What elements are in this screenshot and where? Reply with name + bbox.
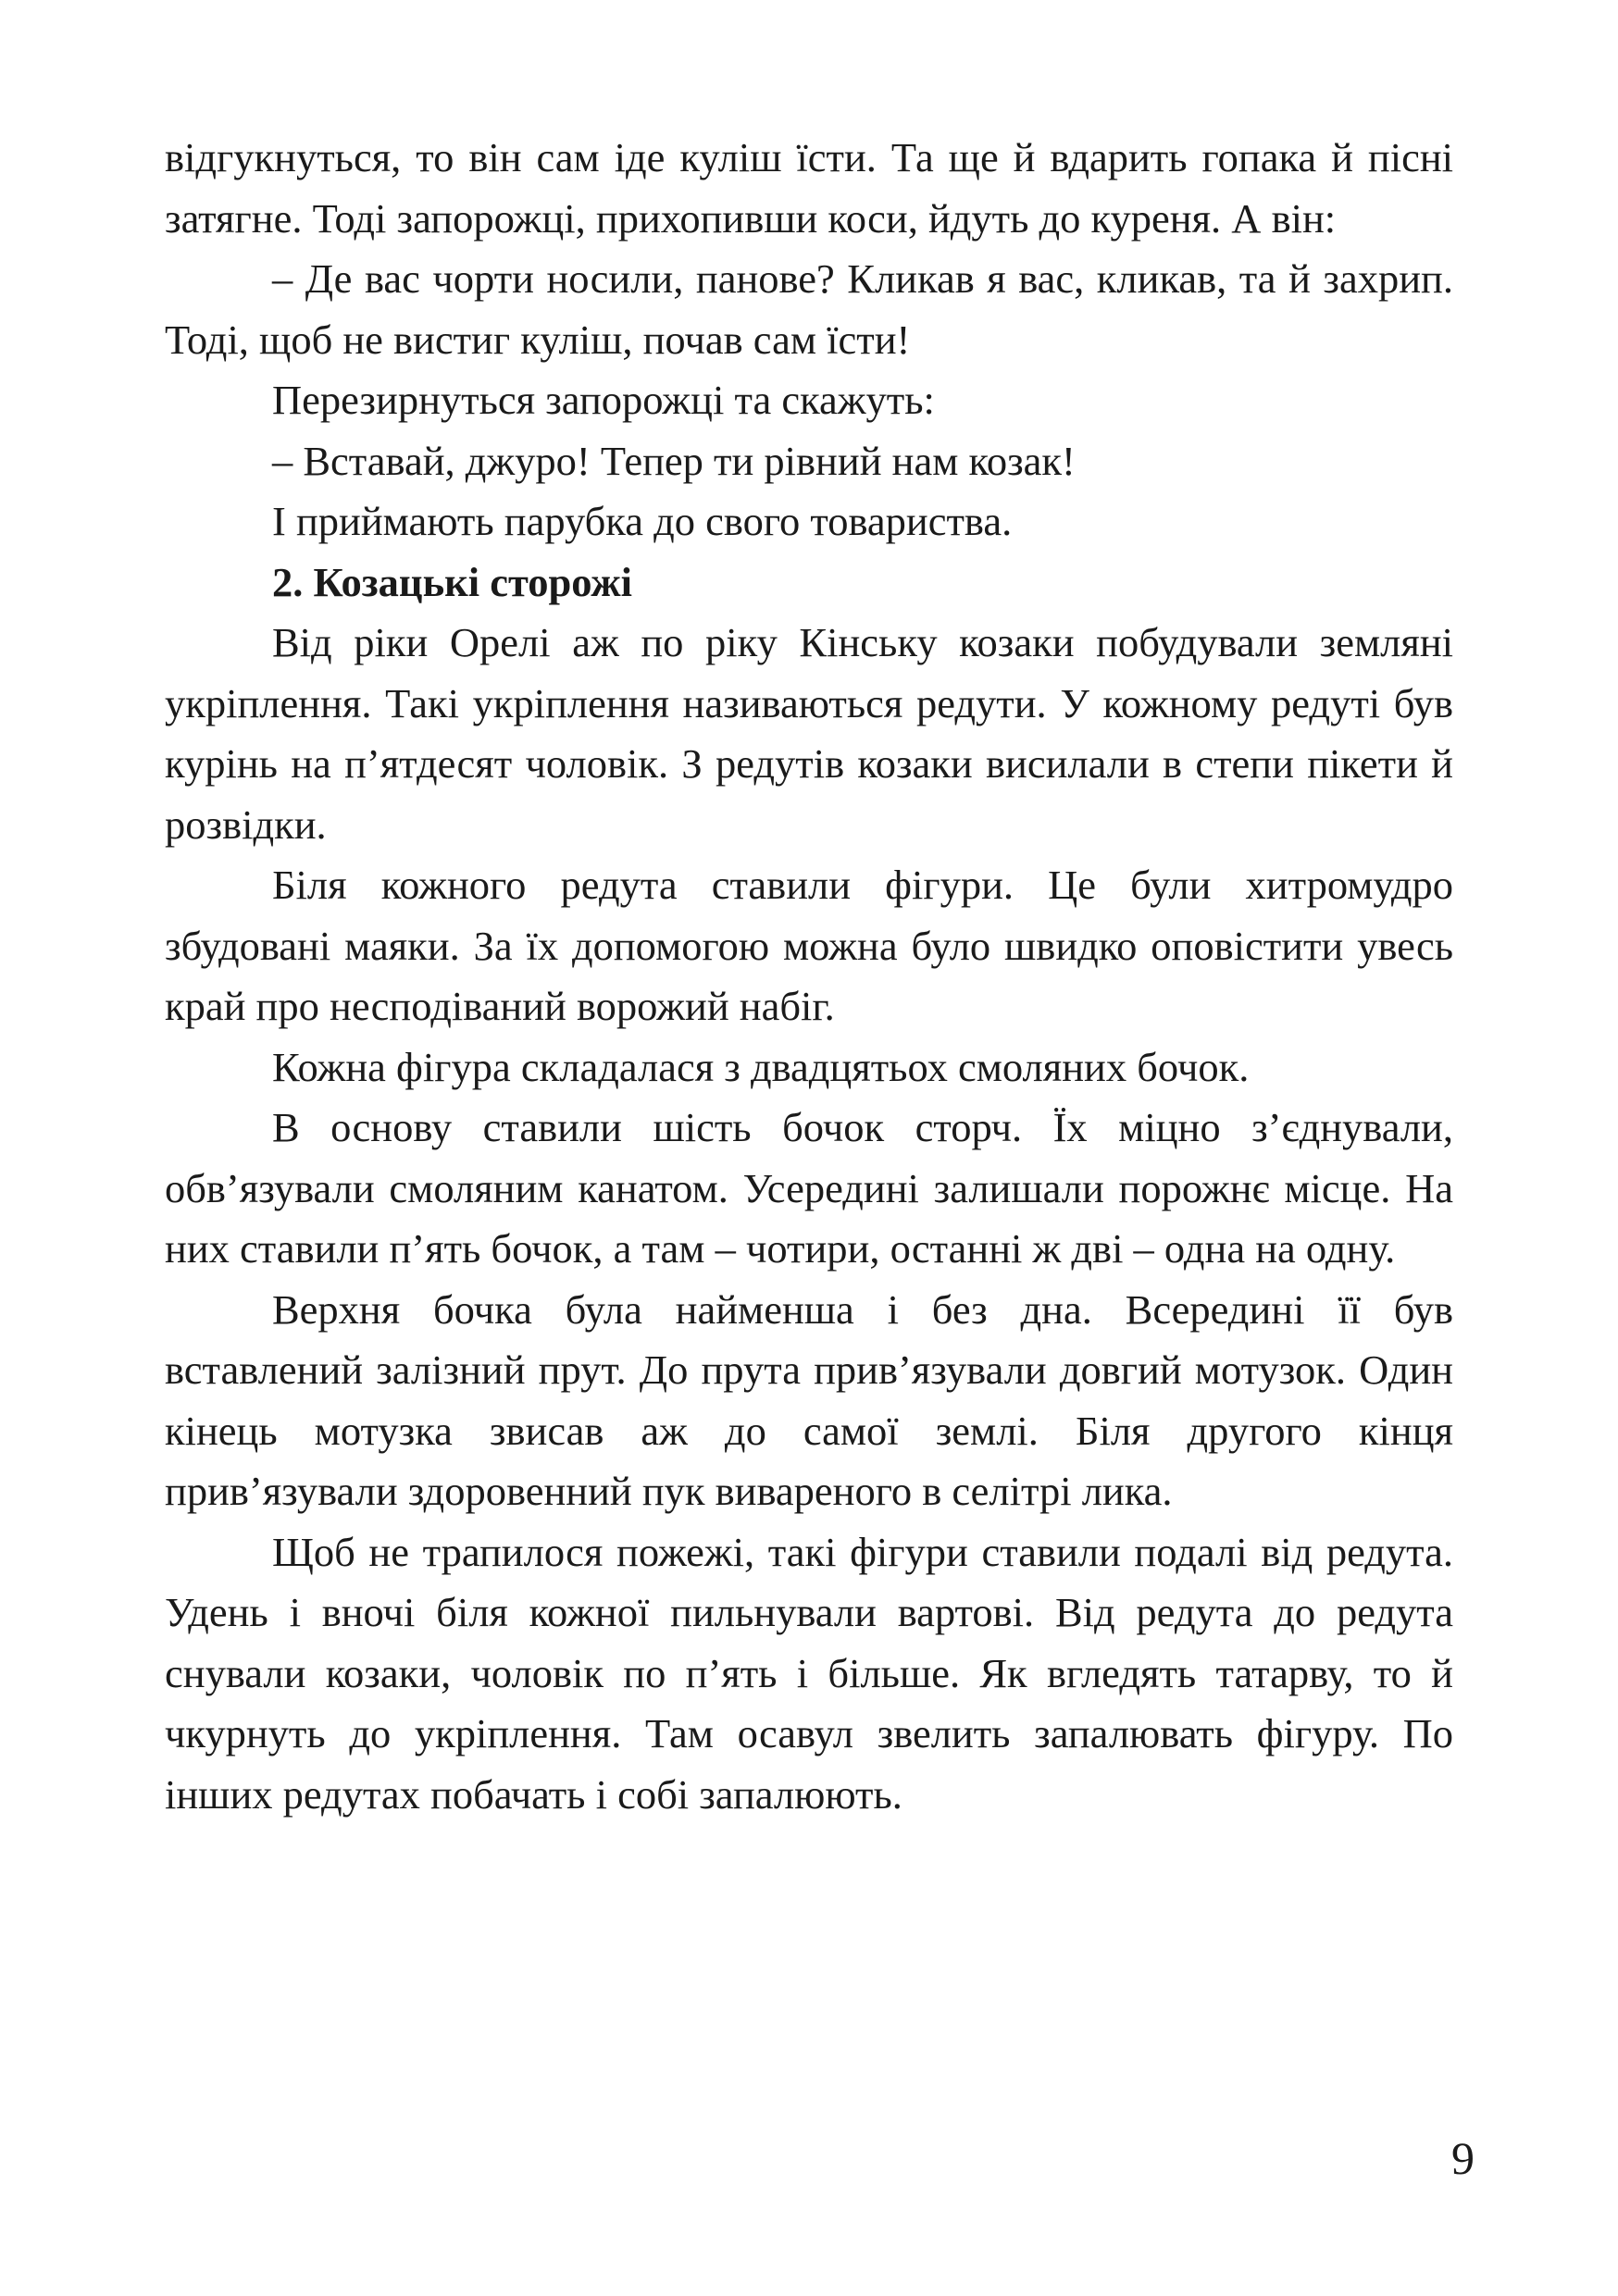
paragraph-continuation: відгукнуться, то він сам іде куліш їсти. Та ще й вдарить гопака й пісні затягне. Тоді запорожці, прихопивши коси, йдуть до куреня. А він: bbox=[165, 134, 1453, 242]
paragraph-narration-1: Перезирнуться запорожці та скажуть: bbox=[272, 377, 935, 423]
section-paragraph-2: Біля кожного редута ставили фігури. Це були хитромудро збудовані маяки. За їх допомогою можна було швидко оповістити увесь край про несподіваний ворожий набіг. bbox=[165, 862, 1453, 1029]
paragraph-dialogue-2: – Вставай, джуро! Тепер ти рівний нам козак! bbox=[272, 437, 1076, 484]
page-number: 9 bbox=[1451, 2132, 1475, 2184]
section-paragraph-5: Верхня бочка була найменша і без дна. Всередині її був вставлений залізний прут. До прута прив’язували довгий мотузок. Один кінець мотузка звисав аж до самої землі. Біля другого кінця прив’язували здоровенний пук вивареного в селітрі лика. bbox=[165, 1285, 1453, 1514]
section-heading: 2. Козацькі сторожі bbox=[272, 558, 633, 605]
section-paragraph-4: В основу ставили шість бочок сторч. Їх міцно з’єднували, обв’язували смоляним канатом. Усередині залишали порожнє місце. На них ставили п’ять бочок, а там – чотири, останні ж дві – одна на одну. bbox=[165, 1104, 1453, 1272]
paragraph-dialogue-1: – Де вас чорти носили, панове? Кликав я вас, кликав, та й захрип. Тоді, щоб не вистиг куліш, почав сам їсти! bbox=[165, 255, 1453, 363]
page-body bbox=[165, 128, 1453, 1825]
section-paragraph-3: Кожна фігура складалася з двадцятьох смоляних бочок. bbox=[272, 1043, 1250, 1090]
section-paragraph-6: Щоб не трапилося пожежі, такі фігури ставили подалі від редута. Удень і вночі біля кожної пильнували вартові. Від редута до редута снували козаки, чоловік по п’ять і більше. Як вгледять татарву, то й чкурнуть до укріплення. Там осавул звелить запалювать фігуру. По інших редутах побачать і собі запалюють. bbox=[165, 1528, 1453, 1818]
section-paragraph-1: Від ріки Орелі аж по ріку Кінську козаки побудували земляні укріплення. Такі укріплення називаються редути. У кожному редуті був курінь на п’ятдесят чоловік. З редутів козаки висилали в степи пікети й розвідки. bbox=[165, 619, 1453, 848]
paragraph-narration-2: І приймають парубка до свого товариства. bbox=[272, 498, 1013, 544]
